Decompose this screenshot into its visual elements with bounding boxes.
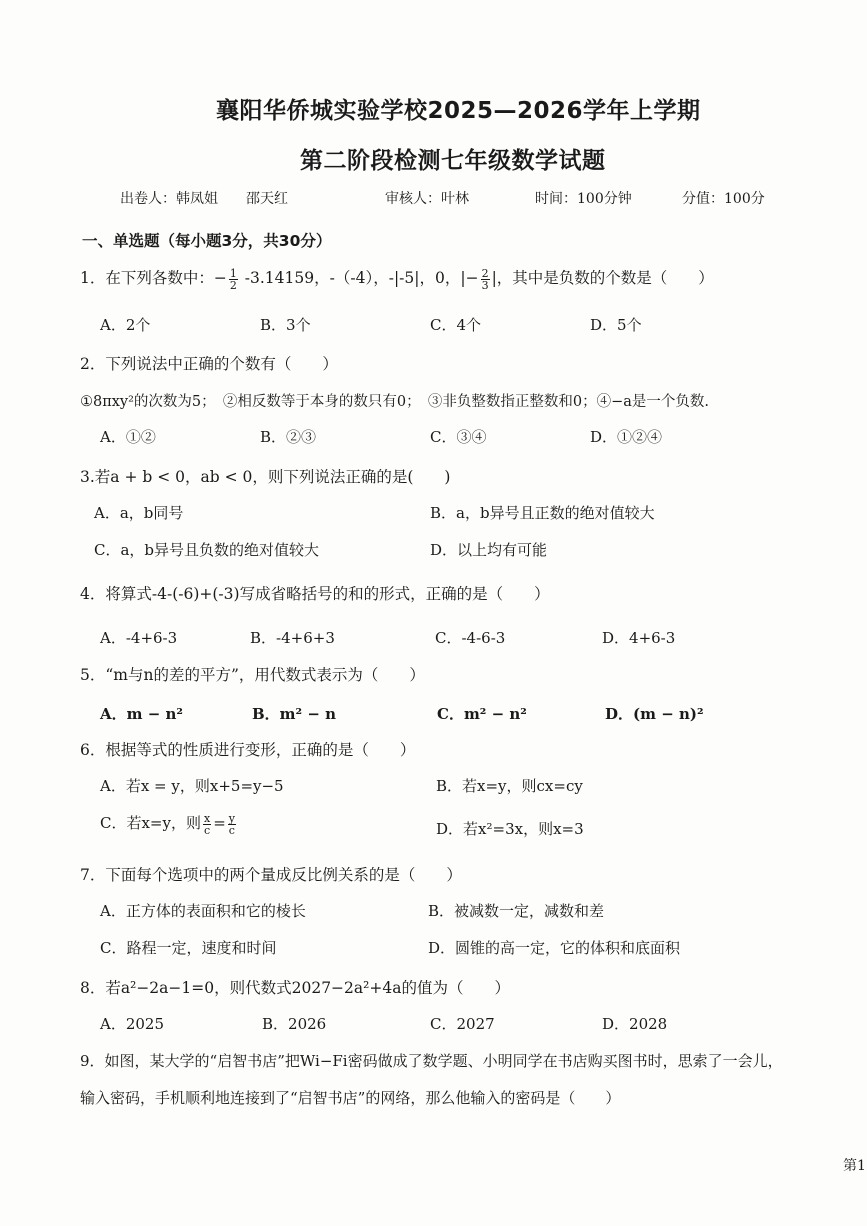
question-6-option-d: D．若x²=3x，则x=3 xyxy=(436,820,584,838)
question-5-option-a: A．m − n² xyxy=(100,705,183,723)
question-5-stem: 5．“m与n的差的平方”，用代数式表示为（ ） xyxy=(80,666,425,684)
question-3-stem: 3.若a + b < 0，ab < 0，则下列说法正确的是( ) xyxy=(80,468,451,486)
question-1-text-c: |，其中是负数的个数是（ ） xyxy=(491,269,714,287)
question-5-option-c: C．m² − n² xyxy=(437,705,527,723)
question-2-option-d: D．①②④ xyxy=(590,428,663,446)
question-9-stem-line1: 9．如图，某大学的“启智书店”把Wi−Fi密码做成了数学题、小明同学在书店购买图书时，思索了一会儿， xyxy=(80,1052,783,1070)
question-1-stem xyxy=(80,266,714,291)
fraction-y-over-c: $\frac{y}{c}$ xyxy=(228,811,235,837)
question-1-option-b: B．3个 xyxy=(260,316,311,334)
question-8-option-d: D．2028 xyxy=(602,1015,668,1033)
question-6-stem: 6．根据等式的性质进行变形，正确的是（ ） xyxy=(80,741,416,759)
question-6-option-c: C．若x=y，则 $\frac{x}{c}$ = $\frac{y}{c}$ xyxy=(100,811,235,837)
question-7-option-b: B．被减数一定，减数和差 xyxy=(428,902,605,920)
question-8-option-b: B．2026 xyxy=(262,1015,327,1033)
question-7-stem: 7．下面每个选项中的两个量成反比例关系的是（ ） xyxy=(80,866,462,884)
section-title: 一、单选题（每小题3分，共30分） xyxy=(82,232,332,250)
exam-title-line2: 第二阶段检测七年级数学试题 xyxy=(300,148,606,174)
question-2-statements: ①8πxy²的次数为5； ②相反数等于本身的数只有0； ③非负整数指正整数和0；④−a是一个负数. xyxy=(80,394,710,410)
question-2-option-b: B．②③ xyxy=(260,428,317,446)
question-1-text-b: -3.14159，-（-4），-|-5|，0，|− xyxy=(239,269,479,287)
question-7-option-d: D．圆锥的高一定，它的体积和底面积 xyxy=(428,939,681,957)
question-2-option-a: A．①② xyxy=(100,428,156,446)
question-3-option-a: A．a，b同号 xyxy=(94,504,184,522)
exam-score: 分值：100分 xyxy=(682,191,765,207)
question-4-stem: 4．将算式-4-(-6)+(-3)写成省略括号的和的形式，正确的是（ ） xyxy=(80,585,550,603)
question-1-option-d: D．5个 xyxy=(590,316,642,334)
question-3-option-c: C．a，b异号且负数的绝对值较大 xyxy=(94,541,320,559)
question-8-option-a: A．2025 xyxy=(100,1015,165,1033)
question-3-option-d: D．以上均有可能 xyxy=(430,541,548,559)
question-7-option-a: A．正方体的表面积和它的棱长 xyxy=(100,902,306,920)
question-6-option-b: B．若x=y，则cx=cy xyxy=(436,777,583,795)
question-5-option-b: B．m² − n xyxy=(252,705,337,723)
question-8-stem: 8．若a²−2a−1=0，则代数式2027−2a²+4a的值为（ ） xyxy=(80,979,510,997)
exam-title-line1: 襄阳华侨城实验学校2025—2026学年上学期 xyxy=(216,98,701,124)
question-5-option-d: D．(m − n)² xyxy=(605,705,704,723)
question-4-option-b: B．-4+6+3 xyxy=(250,629,335,647)
question-4-option-c: C．-4-6-3 xyxy=(435,629,506,647)
question-1-option-a: A．2个 xyxy=(100,316,151,334)
question-8-option-c: C．2027 xyxy=(430,1015,495,1033)
question-3-option-b: B．a，b异号且正数的绝对值较大 xyxy=(430,504,655,522)
question-4-option-a: A．-4+6-3 xyxy=(100,629,178,647)
question-9-stem-line2: 输入密码，手机顺利地连接到了“启智书店”的网络，那么他输入的密码是（ ） xyxy=(80,1089,621,1107)
question-6-option-a: A．若x = y，则x+5=y−5 xyxy=(100,777,284,795)
exam-reviewer: 审核人：叶林 xyxy=(385,191,469,207)
question-7-option-c: C．路程一定，速度和时间 xyxy=(100,939,277,957)
question-1-text-a: 1．在下列各数中：− xyxy=(80,269,227,287)
question-2-stem: 2．下列说法中正确的个数有（ ） xyxy=(80,355,338,373)
fraction-two-thirds: $\frac{2}{3}$ xyxy=(481,266,489,292)
fraction-x-over-c: $\frac{x}{c}$ xyxy=(203,811,211,837)
question-4-option-d: D．4+6-3 xyxy=(602,629,676,647)
page-number: 第1 xyxy=(843,1158,866,1174)
question-2-option-c: C．③④ xyxy=(430,428,487,446)
question-1-option-c: C．4个 xyxy=(430,316,482,334)
exam-time: 时间：100分钟 xyxy=(535,191,632,207)
fraction-one-half: $\frac{1}{2}$ xyxy=(229,266,237,292)
exam-authors: 出卷人：韩凤姐 邵天红 xyxy=(120,191,288,207)
